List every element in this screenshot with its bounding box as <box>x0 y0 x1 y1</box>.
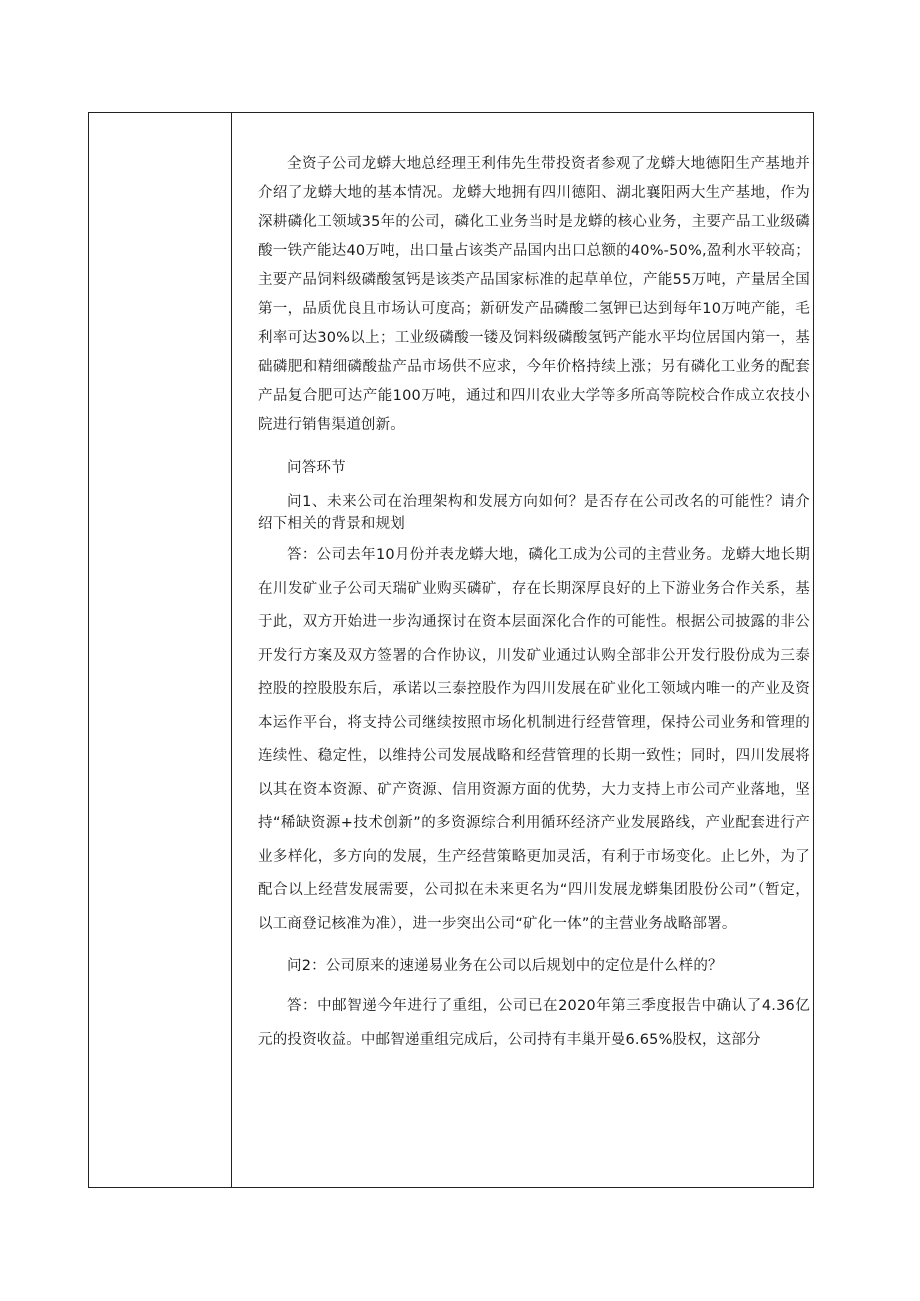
column-divider <box>231 112 232 1188</box>
left-label-cell <box>89 113 230 1187</box>
answer-1: 答：公司去年10月份并表龙蟒大地，磷化工成为公司的主营业务。龙蟒大地长期在川发矿业子公司天瑞矿业购买磷矿，存在长期深厚良好的上下游业务合作关系，基于此，双方开始进一步沟通探讨在资本层面深化合作的可能性。根据公司披露的非公开发行方案及双方签署的合作协议，川发矿业通过认购全部非公开发行股份成为三泰控股的控股股东后，承诺以三泰控股作为四川发展在矿业化工领域内唯一的产业及资本运作平台，将支持公司继续按照市场化机制进行经营管理，保持公司业务和管理的连续性、稳定性，以维持公司发展战略和经营管理的长期一致性；同时，四川发展将以其在资本资源、矿产资源、信用资源方面的优势，大力支持上市公司产业落地，坚持“稀缺资源+技术创新”的多资源综合利用循环经济产业发展路线，产业配套进行产业多样化，多方向的发展，生产经营策略更加灵活，有利于市场变化。止匕外，为了配合以上经营发展需要，公司拟在未来更名为“四川发展龙蟒集团股份公司”（暂定，以工商登记核准为准），进一步突出公司“矿化一体”的主营业务战略部署。 <box>258 547 810 932</box>
question-1: 问1、未来公司在治理架构和发展方向如何？是否存在公司改名的可能性？请介绍下相关的背景和规划 <box>258 494 810 532</box>
content-cell <box>258 150 810 1057</box>
qa-section-heading: 问答环节 <box>287 460 346 476</box>
question-2: 问2：公司原来的速递易业务在公司以后规划中的定位是什么样的？ <box>287 958 723 974</box>
intro-paragraph: 全资子公司龙蟒大地总经理王利伟先生带投资者参观了龙蟒大地德阳生产基地并介绍了龙蟒大地的基本情况。龙蟒大地拥有四川德阳、湖北襄阳两大生产基地，作为深耕磷化工领域35年的公司，磷化工业务当时是龙蟒的核心业务，主要产品工业级磷酸一铁产能达40万吨，出口量占该类产品国内出口总额的40%-50%,盈利水平较高；主要产品饲料级磷酸氢钙是该类产品国家标准的起草单位，产能55万吨，产量居全国第一，品质优良且市场认可度高；新研发产品磷酸二氢钾已达到每年10万吨产能，毛利率可达30%以上；工业级磷酸一镂及饲料级磷酸氢钙产能水平均位居国内第一，基础磷肥和精细磷酸盐产品市场供不应求，今年价格持续上涨；另有磷化工业务的配套产品复合肥可达产能100万吨，通过和四川农业大学等多所高等院校合作成立农技小院进行销售渠道创新。 <box>258 156 810 433</box>
answer-2: 答：中邮智递今年进行了重组，公司已在2020年第三季度报告中确认了4.36亿元的投资收益。中邮智递重组完成后，公司持有丰巢开曼6.65%股权，这部分 <box>258 998 810 1048</box>
